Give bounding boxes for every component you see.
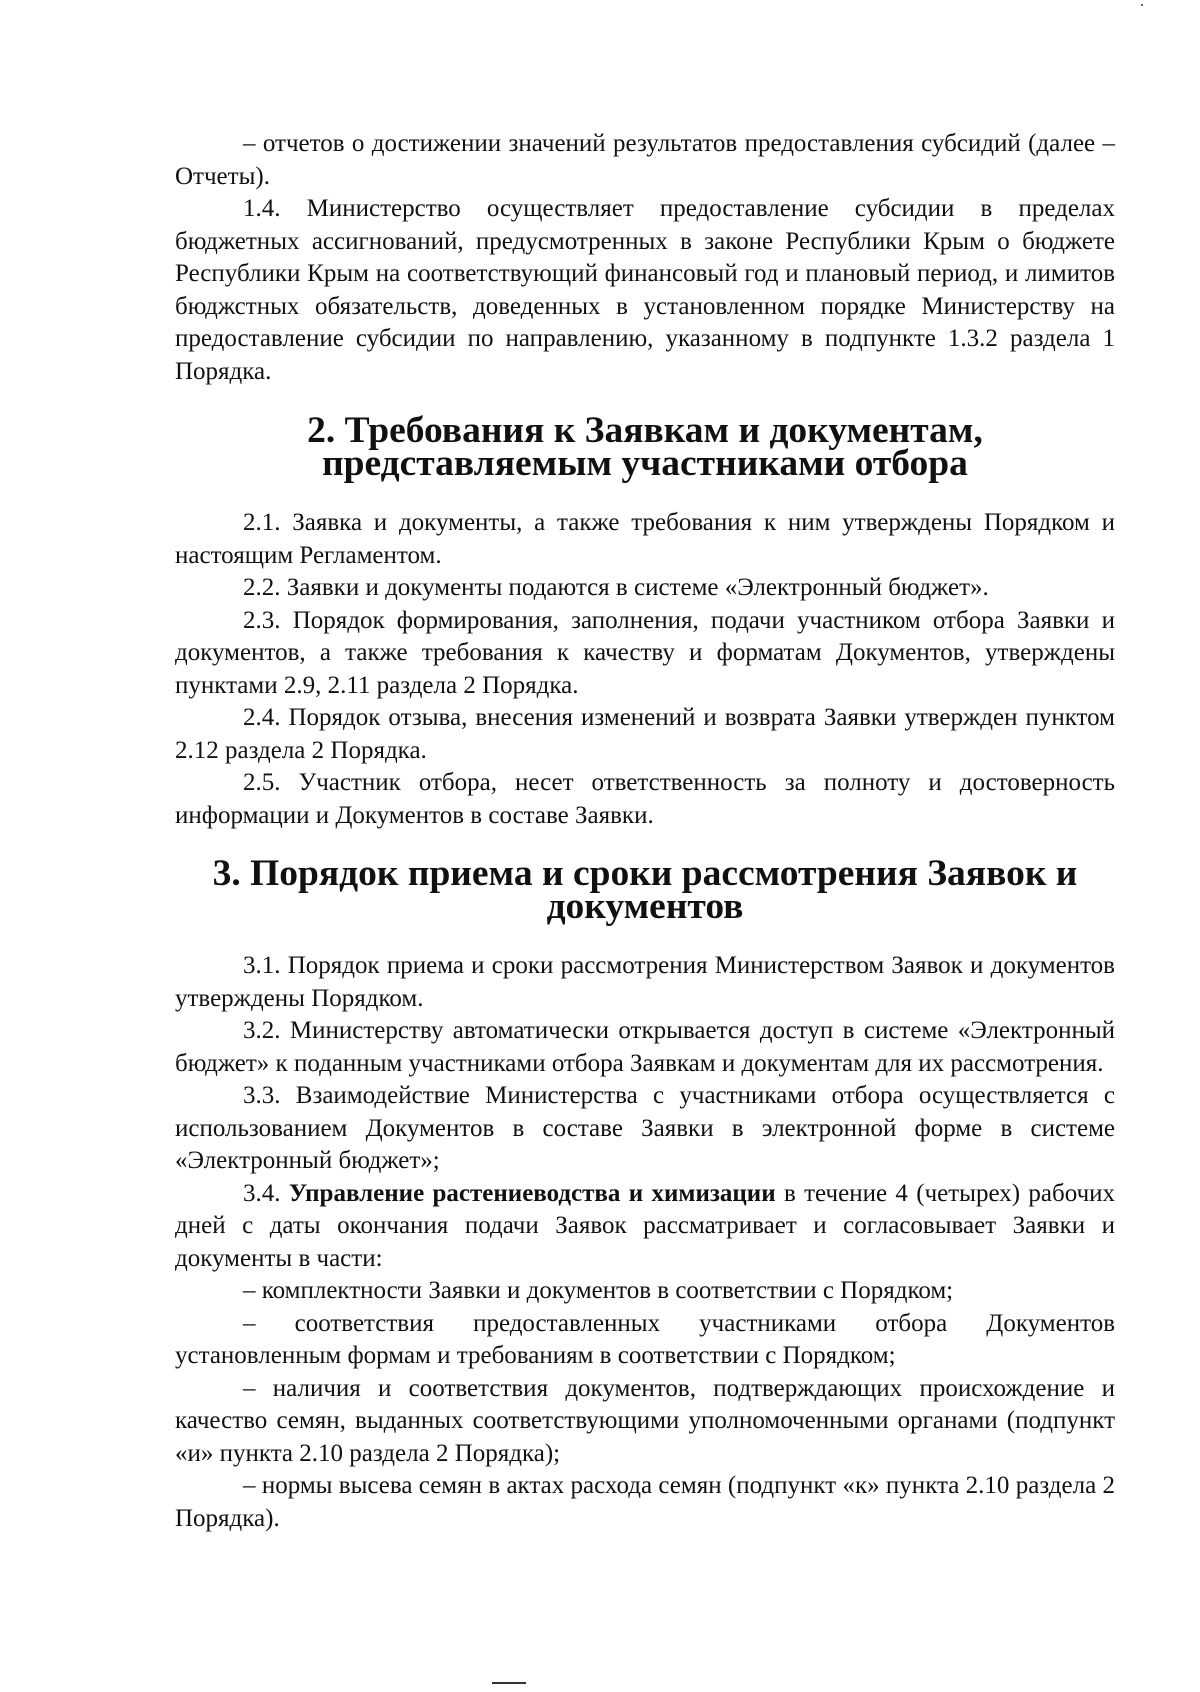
section-2-heading-line-2: представляемым участниками отбора [322, 442, 968, 484]
paragraph-3-1: 3.1. Порядок приема и сроки рассмотрения Министерством Заявок и документов утверждены Порядком. [175, 952, 1115, 1012]
page-bottom-mark [492, 1682, 526, 1684]
paragraph-2-4: 2.4. Порядок отзыва, внесения изменений и возврата Заявки утвержден пунктом 2.12 раздела 2 Порядка. [175, 704, 1115, 764]
paragraph-2-5: 2.5. Участник отбора, несет ответственность за полноту и достоверность информации и Документов в составе Заявки. [175, 769, 1115, 829]
paragraph-2-3: 2.3. Порядок формирования, заполнения, подачи участником отбора Заявки и документов, а также требования к качеству и форматам Документов, утверждены пунктами 2.9, 2.11 раздела 2 Порядка. [175, 606, 1115, 699]
paragraph-3-4-number: 3.4. [243, 1179, 289, 1207]
paragraph-2-1: 2.1. Заявка и документы, а также требования к ним утверждены Порядком и настоящим Регламентом. [175, 509, 1115, 569]
section-2-heading-line-1: 2. Требования к Заявкам и документам, [307, 410, 983, 451]
paragraph-reports-item: – отчетов о достижении значений результатов предоставления субсидий (далее – Отчеты). [175, 130, 1115, 190]
section-2-heading [175, 410, 1115, 484]
paragraph-3-3: 3.3. Взаимодействие Министерства с участниками отбора осуществляется с использованием Документов в составе Заявки в электронной форме в системе «Электронный бюджет»; [175, 1082, 1115, 1174]
document-page [175, 128, 1115, 1535]
scan-artifact [1141, 4, 1143, 6]
paragraph-2-2: 2.2. Заявки и документы подаются в системе «Электронный бюджет». [243, 574, 989, 601]
paragraph-3-2: 3.2. Министерству автоматически открывается доступ в системе «Электронный бюджет» к поданным участниками отбора Заявкам и документам для их рассмотрения. [175, 1017, 1115, 1077]
list-item-presence: – наличия и соответствия документов, подтверждающих происхождение и качество семян, выданных соответствующими уполномоченными органами (подпункт «и» пункта 2.10 раздела 2 Порядка); [175, 1374, 1115, 1467]
paragraph-3-4 [175, 1178, 1115, 1276]
list-item-completeness: – комплектности Заявки и документов в соответствии с Порядком; [243, 1277, 954, 1304]
paragraph-1-4: 1.4. Министерство осуществляет предоставление субсидии в пределах бюджетных ассигнований, предусмотренных в законе Республики Крым о бюджете Республики Крым на соответствующий финансовый год и плановый период, и лимитов бюджстных обязательств, доведенных в установленном порядке Министерству на предоставление субсидии по направлению, указанному в подпункте 1.3.2 раздела 1 Порядка. [175, 195, 1115, 385]
section-3-heading: 3. Порядок приема и сроки рассмотрения Заявок и документов [212, 853, 1078, 927]
paragraph-3-4-department: Управление растениеводства и химизации [288, 1179, 776, 1207]
list-item-norms: – нормы высева семян в актах расхода семян (подпункт «к» пункта 2.10 раздела 2 Порядка). [175, 1472, 1115, 1532]
paragraph-3-4-text: в течение 4 (четырех) рабочих дней с даты окончания подачи Заявок рассматривает и согласовывает Заявки и документы в части: [175, 1179, 1116, 1272]
list-item-conformity: – соответствия предоставленных участниками отбора Документов установленным формам и требованиям в соответствии с Порядком; [175, 1309, 1115, 1369]
